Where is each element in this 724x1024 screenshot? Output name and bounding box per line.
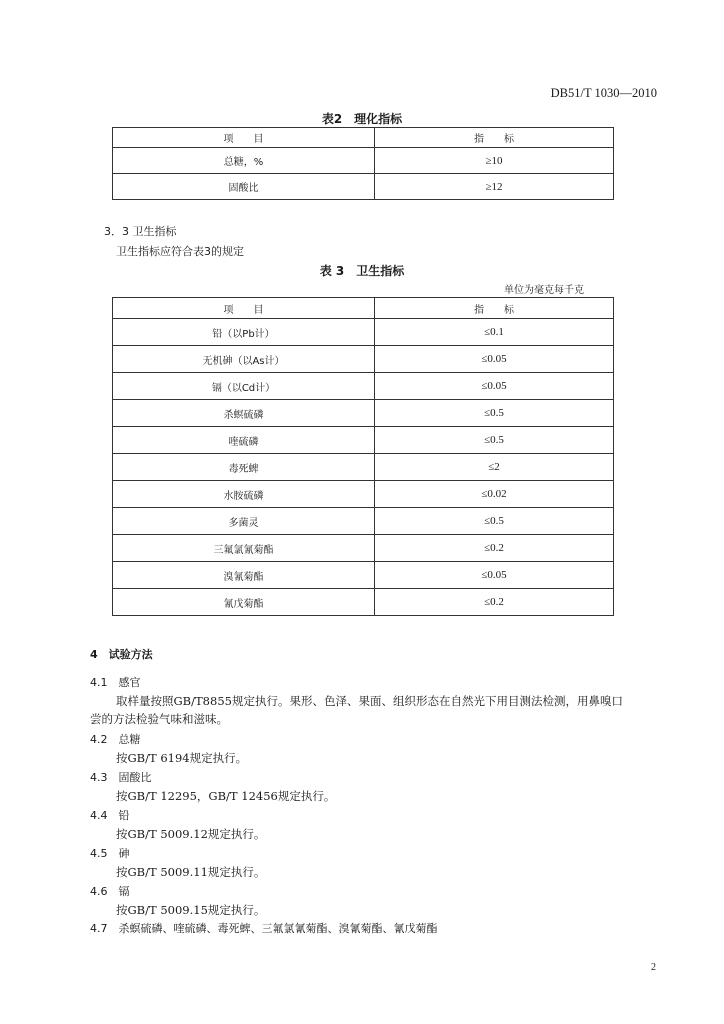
document-code: DB51/T 1030—2010 bbox=[550, 86, 657, 100]
table-row bbox=[113, 373, 614, 400]
table3-title bbox=[0, 262, 724, 279]
item-cell: 氰戊菊酯 bbox=[113, 589, 375, 616]
value-cell: ≤0.05 bbox=[375, 373, 614, 400]
value-cell: ≤0.2 bbox=[375, 589, 614, 616]
item-cell: 铅（以Pb计） bbox=[113, 319, 375, 346]
section-4-6-text: 按GB/T 5009.15规定执行。 bbox=[116, 903, 266, 917]
section-4-4-text: 按GB/T 5009.12规定执行。 bbox=[116, 827, 266, 841]
item-cell: 喹硫磷 bbox=[113, 427, 375, 454]
value-cell: ≤0.05 bbox=[375, 346, 614, 373]
section-4-5-heading: 4.5 砷 bbox=[90, 847, 130, 860]
table-row bbox=[113, 427, 614, 454]
section-4-heading: 4 试验方法 bbox=[90, 648, 153, 661]
item-cell: 杀螟硫磷 bbox=[113, 400, 375, 427]
column-header-value: 指 标 bbox=[375, 298, 614, 319]
item-cell: 毒死蜱 bbox=[113, 454, 375, 481]
item-cell: 总糖，% bbox=[113, 148, 375, 174]
value-cell: ≥10 bbox=[375, 148, 614, 174]
item-cell: 溴氰菊酯 bbox=[113, 562, 375, 589]
table3-unit: 单位为毫克每千克 bbox=[504, 285, 584, 296]
section-4-1-heading: 4.1 感官 bbox=[90, 676, 141, 689]
table-row bbox=[113, 148, 614, 174]
item-cell: 水胺硫磷 bbox=[113, 481, 375, 508]
value-cell: ≤2 bbox=[375, 454, 614, 481]
column-header-value: 指 标 bbox=[375, 128, 614, 148]
item-cell: 无机砷（以As计） bbox=[113, 346, 375, 373]
column-header-item: 项 目 bbox=[113, 128, 375, 148]
item-cell: 固酸比 bbox=[113, 174, 375, 200]
column-header-item: 项 目 bbox=[113, 298, 375, 319]
value-cell: ≤0.2 bbox=[375, 535, 614, 562]
value-cell: ≤0.05 bbox=[375, 562, 614, 589]
page-number: 2 bbox=[651, 962, 656, 973]
value-cell: ≥12 bbox=[375, 174, 614, 200]
table-row bbox=[113, 562, 614, 589]
table-row bbox=[113, 346, 614, 373]
table3 bbox=[112, 297, 614, 616]
table-header-row bbox=[113, 128, 614, 148]
value-cell: ≤0.5 bbox=[375, 400, 614, 427]
section-4-4-heading: 4.4 铅 bbox=[90, 809, 130, 822]
section-3-3-heading: 3．3 卫生指标 bbox=[104, 225, 177, 238]
section-4-1-line1: 取样量按照GB/T8855规定执行。果形、色泽、果面、组织形态在自然光下用目测法检测，用鼻嗅口 bbox=[116, 694, 623, 708]
item-cell: 三氟氯氰菊酯 bbox=[113, 535, 375, 562]
table2-title bbox=[0, 110, 724, 127]
section-4-7-heading: 4.7 杀螟硫磷、喹硫磷、毒死蜱、三氟氯氰菊酯、溴氰菊酯、氰戊菊酯 bbox=[90, 922, 438, 935]
table-row bbox=[113, 481, 614, 508]
table-row bbox=[113, 535, 614, 562]
section-4-3-heading: 4.3 固酸比 bbox=[90, 771, 152, 784]
table-row bbox=[113, 589, 614, 616]
table-header-row bbox=[113, 298, 614, 319]
section-4-1-line2: 尝的方法检验气味和滋味。 bbox=[90, 712, 228, 726]
table-row bbox=[113, 454, 614, 481]
value-cell: ≤0.5 bbox=[375, 508, 614, 535]
section-4-5-text: 按GB/T 5009.11规定执行。 bbox=[116, 865, 266, 879]
table-row bbox=[113, 319, 614, 346]
table-row bbox=[113, 400, 614, 427]
value-cell: ≤0.5 bbox=[375, 427, 614, 454]
item-cell: 多菌灵 bbox=[113, 508, 375, 535]
value-cell: ≤0.02 bbox=[375, 481, 614, 508]
item-cell: 镉（以Cd计） bbox=[113, 373, 375, 400]
table3-title-text: 表 3 卫生指标 bbox=[319, 264, 405, 278]
section-4-2-heading: 4.2 总糖 bbox=[90, 733, 141, 746]
table-row bbox=[113, 174, 614, 200]
section-4-2-text: 按GB/T 6194规定执行。 bbox=[116, 751, 248, 765]
section-3-3-text: 卫生指标应符合表3的规定 bbox=[116, 245, 244, 258]
value-cell: ≤0.1 bbox=[375, 319, 614, 346]
table-row bbox=[113, 508, 614, 535]
section-4-3-text: 按GB/T 12295，GB/T 12456规定执行。 bbox=[116, 789, 336, 803]
section-4-6-heading: 4.6 镉 bbox=[90, 885, 130, 898]
table2 bbox=[112, 127, 614, 200]
table2-title-text: 表2 理化指标 bbox=[321, 112, 403, 126]
